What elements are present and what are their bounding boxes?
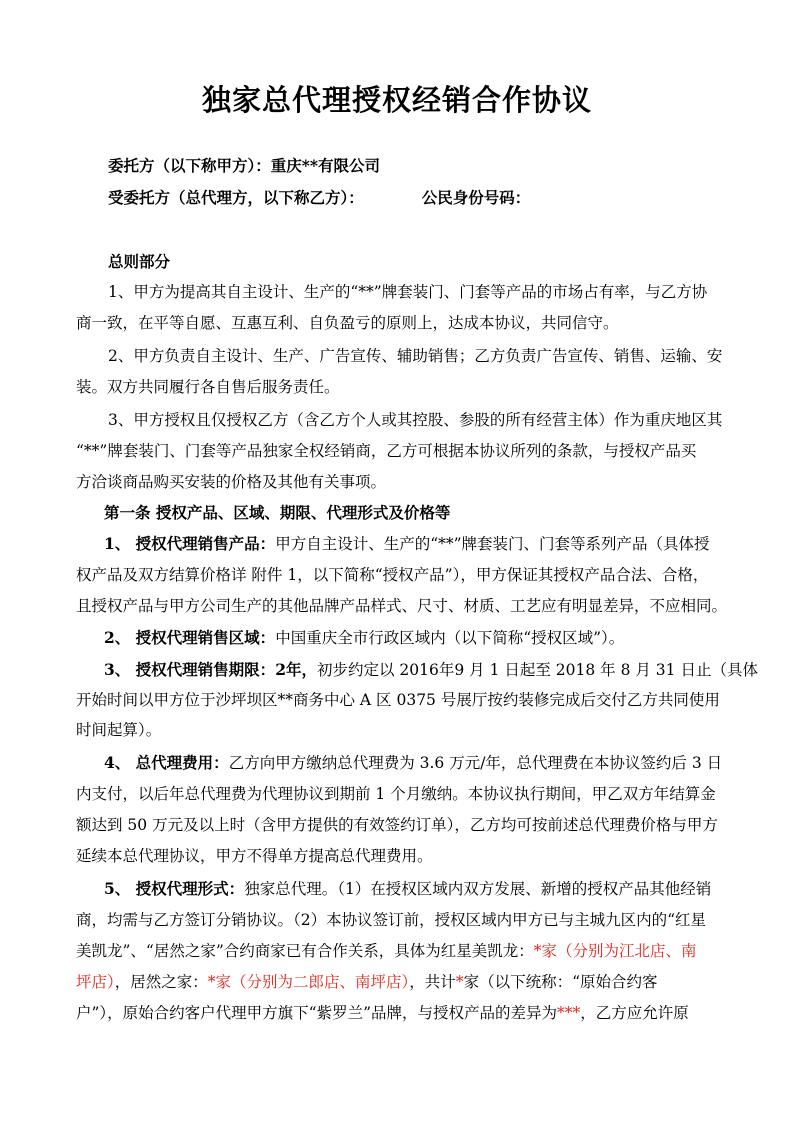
- item-5-red-text-2: 坪店）: [76, 973, 115, 991]
- item-5-line-4-text-3: 家（以下统称：“原始合约客: [463, 973, 658, 991]
- article-1-item-4-line-3: 额达到 50 万元及以上时（含甲方提供的有效签约订单），乙方均可按前述总代理费价格与甲方: [76, 816, 718, 834]
- article-1-item-5-line-2: 商，均需与乙方签订分销协议。（2）本协议签订前，授权区域内甲方已与主城九区内的“红星: [76, 911, 707, 929]
- general-heading: 总则部分: [108, 252, 171, 271]
- article-1-item-5-line-1: [104, 879, 772, 899]
- general-clause-3-line-3: 方洽谈商品购买安装的价格及其他有关事项。: [76, 473, 387, 491]
- item-5-label: 5、 授权代理形式：: [104, 879, 245, 898]
- general-clause-3-line-2: “**”牌套装门、门套等产品独家全权经销商，乙方可根据本协议所列的条款，与授权产品买: [76, 442, 697, 460]
- item-5-line-5-text-1: 户”），原始合约客户代理甲方旗下“紫罗兰”品牌，与授权产品的差异为: [76, 1004, 558, 1022]
- item-5-line-5-text-2: ，乙方应允许原: [580, 1004, 689, 1022]
- article-1-item-5-line-4: [76, 972, 744, 992]
- item-5-line-4-text-2: ，共计: [409, 973, 456, 991]
- party-a-line: 委托方（以下称甲方）：重庆**有限公司: [108, 156, 380, 175]
- article-1-item-5-line-5: [76, 1003, 744, 1023]
- item-5-text: 独家总代理。（1）在授权区域内双方发展、新增的授权产品其他经销: [244, 880, 712, 898]
- item-5-red-text-1: *家（分别为江北店、南: [533, 942, 697, 960]
- article-1-heading: 第一条 授权产品、区域、期限、代理形式及价格等: [104, 503, 451, 522]
- item-5-red-text-4: *: [455, 973, 464, 991]
- item-5-line-3-text: 美凯龙”、“居然之家”合约商家已有合作关系，具体为红星美凯龙：: [76, 942, 534, 960]
- party-b-label: 受委托方（总代理方，以下称乙方）：: [108, 188, 364, 207]
- item-1-label: 1、 授权代理销售产品：: [104, 534, 276, 553]
- party-b-id-label: 公民身份号码：: [421, 188, 531, 207]
- general-clause-1-line-1: 1、甲方为提高其自主设计、生产的“**”牌套装门、门套等产品的市场占有率，与乙方协: [108, 283, 708, 301]
- item-3-label: 3、 授权代理销售期限：: [104, 660, 276, 679]
- item-2-label: 2、 授权代理销售区域：: [104, 628, 276, 647]
- article-1-item-2: [104, 628, 772, 648]
- article-1-item-3-line-1: [104, 660, 772, 680]
- item-3-term: 2年，: [275, 660, 317, 679]
- article-1-item-4-line-1: [104, 753, 772, 773]
- article-1-item-1-line-2: 权产品及双方结算价格详 附件 1，以下简称“授权产品”），甲方保证其授权产品合法、合格，: [76, 566, 709, 584]
- item-2-text: 中国重庆全市行政区域内（以下简称“授权区域”）。: [275, 629, 625, 647]
- item-5-red-text-3: *家（分别为二郎店、南坪店）: [207, 973, 410, 991]
- article-1-item-3-line-3: 时间起算）。: [76, 721, 162, 739]
- general-clause-2-line-2: 装。双方共同履行各自售后服务责任。: [76, 378, 340, 396]
- article-1-item-5-line-3: [76, 941, 744, 961]
- general-clause-3-line-1: 3、甲方授权且仅授权乙方（含乙方个人或其控股、参股的所有经营主体）作为重庆地区其: [108, 411, 723, 429]
- article-1-item-4-line-2: 内支付，以后年总代理费为代理协议到期前 1 个月缴纳。本协议执行期间，甲乙双方年结算金: [76, 785, 716, 803]
- document-title: 独家总代理授权经销合作协议: [201, 83, 592, 117]
- article-1-item-3-line-2: 开始时间以甲方位于沙坪坝区**商务中心 A 区 0375 号展厅按约装修完成后交付乙方共同使用: [76, 691, 720, 709]
- article-1-item-4-line-4: 延续本总代理协议，甲方不得单方提高总代理费用。: [76, 847, 433, 865]
- item-4-label: 4、 总代理费用：: [104, 753, 229, 772]
- item-4-text: 乙方向甲方缴纳总代理费为 3.6 万元/年，总代理费在本协议签约后 3 日: [228, 754, 723, 772]
- item-5-line-4-text-1: ，居然之家：: [114, 973, 208, 991]
- item-5-red-text-5: ***: [557, 1004, 581, 1022]
- party-b-line: [108, 188, 776, 208]
- article-1-item-1-line-1: [104, 534, 772, 554]
- item-1-text: 甲方自主设计、生产的“**”牌套装门、门套等系列产品（具体授: [275, 535, 710, 553]
- general-clause-1-line-2: 商一致，在平等自愿、互惠互利、自负盈亏的原则上，达成本协议，共同信守。: [76, 314, 619, 332]
- item-3-text: 初步约定以 2016年9 月 1 日起至 2018 年 8 月 31 日止（具体: [316, 661, 758, 679]
- article-1-item-1-line-3: 且授权产品与甲方公司生产的其他品牌产品样式、尺寸、材质、工艺应有明显差异，不应相同。: [76, 597, 728, 615]
- general-clause-2-line-1: 2、甲方负责自主设计、生产、广告宣传、辅助销售；乙方负责广告宣传、销售、运输、安: [108, 347, 723, 365]
